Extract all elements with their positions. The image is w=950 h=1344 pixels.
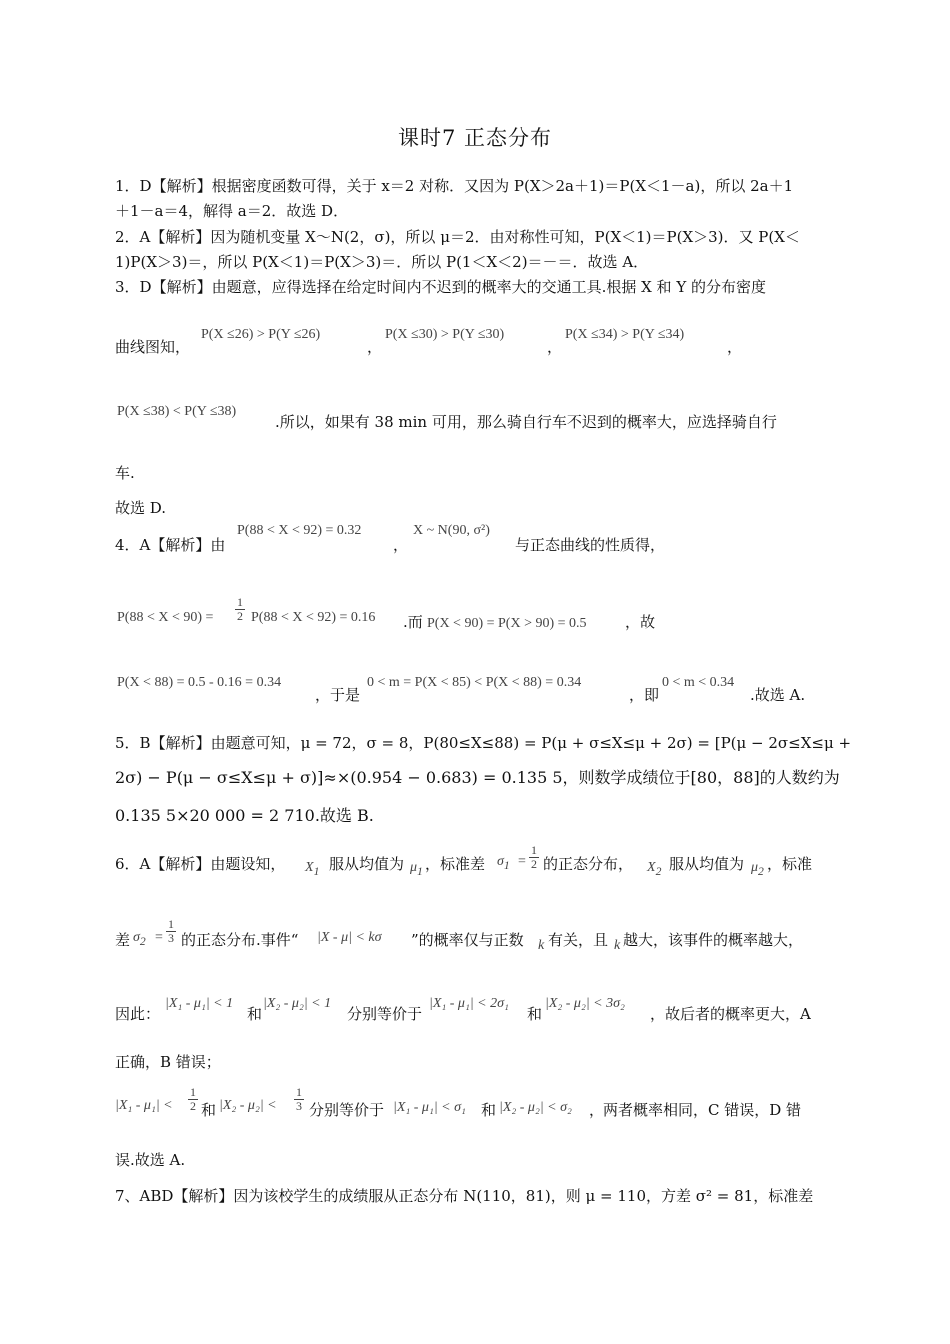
q6-and-4: 和: [481, 1101, 497, 1119]
q6-k-1: k: [538, 938, 545, 953]
q6-mu1: $\mu_1$: [410, 860, 423, 878]
q6-mu2: $\mu_2$: [751, 860, 764, 878]
q6-cond-1: |X₁ - μ₁| < 1: [165, 996, 234, 1011]
q4-answer: .故选 A.: [750, 686, 806, 704]
q4-ie: ，即: [629, 686, 660, 704]
q6-comma-4: ，: [589, 1101, 605, 1119]
q6-cond-2: |X₂ - μ₂| < 1: [263, 996, 332, 1011]
q6-std-text-2: ，标准: [767, 855, 813, 873]
q6-line-1: [115, 843, 840, 878]
q6-event-text: 的正态分布.事件“: [181, 931, 299, 949]
q4-and: .而: [403, 613, 423, 631]
q6-event-ineq: |X - μ| < kσ: [317, 930, 382, 945]
q4-curve-text: 与正态曲线的性质得，: [515, 536, 666, 554]
q6-cond-4: |X₂ - μ₂| < 3σ₂: [545, 996, 625, 1011]
q6-k-2: k: [614, 938, 621, 953]
q6-d-3: |X₁ - μ₁| < σ₁: [393, 1100, 466, 1115]
q6-and-3: 和: [201, 1101, 217, 1119]
q6-mean-text-2: 服从均值为: [669, 855, 745, 873]
q2-line-2: 1)P(X＞3)＝，所以 P(X＜1)＝P(X＞3)＝．所以 P(1＜X＜2)＝－＝．故选 A．: [115, 253, 649, 271]
q5-line-2: 2σ) − P(μ − σ≤X≤μ + σ)]≈×(0.954 − 0.683) = 0.135 5，则数学成绩位于[80，88]的人数约为: [115, 768, 840, 787]
q4-fraction-half: [235, 596, 245, 623]
q3-line-5: 故选 D.: [115, 499, 167, 517]
q1-line-1: 1．D【解析】根据密度函数可得，关于 x＝2 对称．又因为 P(X＞2a＋1)＝P(X＜1－a)，所以 2a＋1: [115, 177, 794, 195]
q6-frac-third: $\frac{1}{3}$: [168, 917, 174, 945]
q4-eq-right: P(88 < X < 92) = 0.16: [251, 610, 376, 625]
q7-line-1: 7、ABD【解析】因为该校学生的成绩服从正态分布 N(110，81)，则 μ = 110，方差 σ² = 81，标准差: [115, 1187, 814, 1205]
q5-line-3: 0.135 5×20 000 = 2 710.故选 B.: [115, 806, 374, 825]
q6-frac-half: $\frac{1}{2}$: [531, 843, 537, 871]
q6-eq-2: =: [155, 930, 163, 945]
q4-symmetry: P(X < 90) = P(X > 90) = 0.5: [427, 616, 587, 631]
q4-m-range: 0 < m = P(X < 85) < P(X < 88) = 0.34: [367, 675, 582, 690]
q4-line-1: [115, 523, 840, 555]
q4-comma: ，: [393, 536, 409, 554]
q6-prob-text: ”的概率仅与正数: [411, 931, 524, 949]
q6-line-2: [115, 917, 840, 953]
q4-half-den: 2: [237, 609, 243, 623]
q6-intro: 6．A【解析】由题设知，: [115, 855, 286, 873]
q6-std-text: ，标准差: [425, 855, 486, 873]
q3-ineq-30: P(X ≤30) > P(Y ≤30): [385, 327, 505, 342]
q3-ineq-38: P(X ≤38) < P(Y ≤38): [117, 404, 237, 419]
q3-ineq-26: P(X ≤26) > P(Y ≤26): [201, 327, 321, 342]
q6-sigma1: $\sigma_1$: [497, 854, 510, 872]
q1-line-2: ＋1－a＝4，解得 a＝2．故选 D．: [115, 202, 349, 220]
q6-larger-text: 越大，该事件的概率越大，: [623, 931, 804, 949]
q6-eq-1: =: [518, 854, 526, 869]
q6-d-frac-2: $\frac{1}{3}$: [296, 1085, 302, 1113]
q6-result-2: 两者概率相同，C 错误，D 错: [603, 1101, 802, 1119]
q6-line-3: [115, 996, 840, 1024]
q6-cond-3: |X₁ - μ₁| < 2σ₁: [429, 996, 509, 1011]
q6-line-6: 误.故选 A.: [115, 1151, 186, 1169]
q3-line-2: [115, 327, 840, 357]
q6-and-2: 和: [527, 1005, 543, 1023]
q4-so: ，于是: [315, 686, 361, 704]
q3-ineq-34: P(X ≤34) > P(Y ≤34): [565, 327, 685, 342]
q6-d-1: |X₁ - μ₁| <: [115, 1098, 173, 1113]
q3-conclusion: .所以，如果有 38 min 可用，那么骑自行车不迟到的概率大，应选择骑自行: [275, 413, 777, 431]
q4-m-bound: 0 < m < 0.34: [662, 675, 735, 690]
q4-given-prob: P(88 < X < 92) = 0.32: [237, 523, 362, 538]
q6-and-1: 和: [247, 1005, 263, 1023]
q5-line-1: 5．B【解析】由题意可知，μ = 72，σ = 8，P(80≤X≤88) = P(μ + σ≤X≤μ + 2σ) = [P(μ − 2σ≤X≤μ +: [115, 734, 852, 752]
q4-half-num: 1: [237, 595, 243, 609]
q6-diff: 差: [115, 931, 131, 949]
q3-comma-3: ，: [727, 338, 743, 356]
q4-p-less-88: P(X < 88) = 0.5 - 0.16 = 0.34: [117, 675, 282, 690]
q6-d-frac-1: $\frac{1}{2}$: [190, 1085, 196, 1113]
q6-hence: 因此：: [115, 1005, 161, 1023]
q4-normal-dist: X ~ N(90, σ²): [413, 523, 490, 538]
q6-line-4: 正确，B 错误；: [115, 1053, 221, 1071]
q4-therefore: ，故: [625, 613, 656, 631]
q3-text-curve: 曲线图知，: [115, 338, 191, 356]
q6-result-1: ，故后者的概率更大，A: [650, 1005, 811, 1023]
q6-d-4: |X₂ - μ₂| < σ₂: [499, 1100, 572, 1115]
q6-equiv-2: 分别等价于: [309, 1101, 385, 1119]
q6-x1: $X_1$: [305, 860, 320, 878]
q4-intro: 4．A【解析】由: [115, 536, 226, 554]
q6-dist-text-1: 的正态分布，: [543, 855, 634, 873]
q2-line-1: 2．A【解析】因为随机变量 X～N(2，σ)，所以 μ＝2．由对称性可知，P(X＜1)＝P(X＞3)．又 P(X＜: [115, 228, 800, 246]
q6-sigma2: $\sigma_2$: [133, 930, 146, 948]
q3-line-4: 车.: [115, 464, 135, 482]
q6-x2: $X_2$: [647, 860, 662, 878]
q6-related-text: 有关，且: [548, 931, 609, 949]
q6-mean-text: 服从均值为: [329, 855, 405, 873]
q6-equiv-1: 分别等价于: [347, 1005, 423, 1023]
q6-d-2: |X₂ - μ₂| <: [219, 1098, 277, 1113]
q3-comma-1: ，: [367, 338, 383, 356]
page-title: 课时7 正态分布: [397, 126, 553, 150]
q3-line-1: 3．D【解析】由题意，应得选择在给定时间内不迟到的概率大的交通工具.根据 X 和 Y 的分布密度: [115, 278, 766, 296]
q4-eq-left: P(88 < X < 90) =: [117, 610, 214, 625]
q3-comma-2: ，: [547, 338, 563, 356]
